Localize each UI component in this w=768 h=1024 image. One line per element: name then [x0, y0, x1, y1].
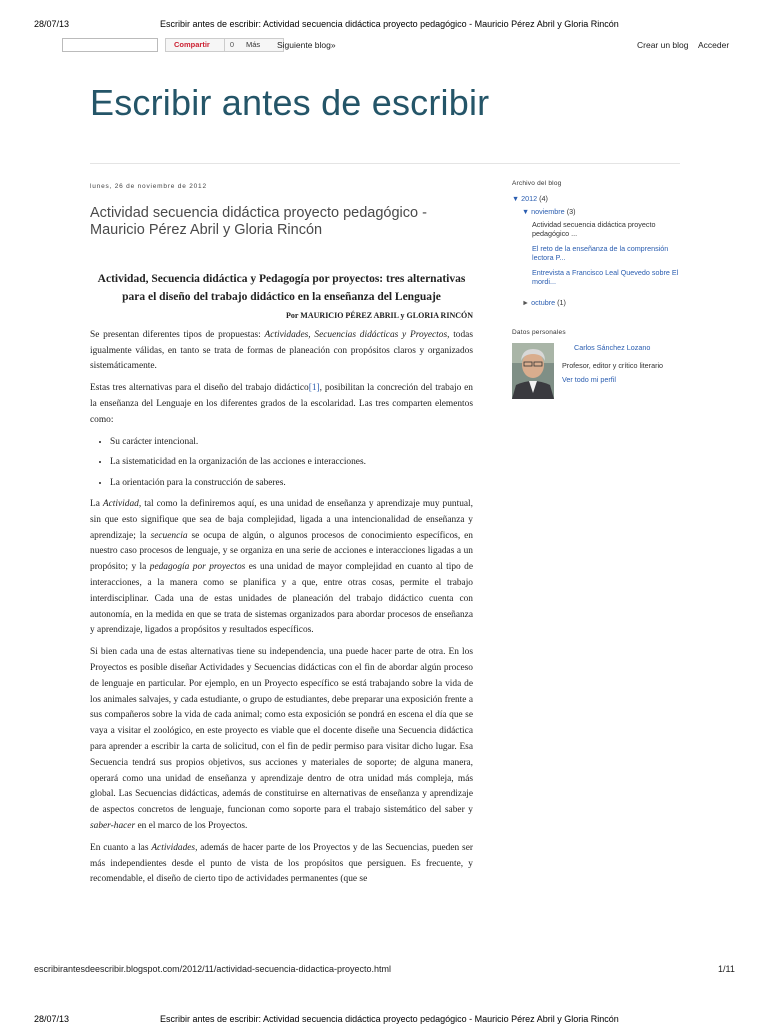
blog-title[interactable]: Escribir antes de escribir: [90, 82, 490, 123]
archive-post-link[interactable]: El reto de la enseñanza de la comprensión lectora P...: [532, 244, 669, 262]
more-button[interactable]: Más: [246, 40, 261, 49]
paragraph-2: Estas tres alternativas para el diseño del trabajo didáctico[1], posibilitan la concreción del trabajo en la enseñanza del Lenguaje en los diferentes grados de la escolaridad. Las tres comparten elementos como:: [90, 383, 473, 425]
archive-month: [522, 207, 687, 216]
footnote-link[interactable]: [1]: [308, 383, 320, 394]
archive-month-link[interactable]: noviembre: [531, 207, 565, 216]
profile-title: Datos personales: [512, 329, 566, 336]
share-count: 0: [224, 39, 239, 51]
post-title[interactable]: Actividad secuencia didáctica proyecto pedagógico - Mauricio Pérez Abril y Gloria Rincón: [90, 205, 427, 238]
share-button[interactable]: Compartir: [174, 40, 210, 49]
archive-post-link[interactable]: Entrevista a Francisco Leal Quevedo sobre El mordi...: [532, 268, 679, 286]
triangle-right-icon[interactable]: ►: [522, 298, 530, 307]
print-date: 28/07/13: [34, 1014, 70, 1024]
page-number: 1/11: [718, 964, 735, 974]
triangle-down-icon[interactable]: ▼: [522, 207, 530, 216]
triangle-down-icon[interactable]: ▼: [512, 194, 520, 203]
blogger-navbar: [62, 38, 742, 54]
list-item: • La orientación para la construcción de saberes.: [110, 476, 473, 492]
profile-link[interactable]: Ver todo mi perfil: [562, 375, 616, 384]
sidebar: [512, 180, 687, 403]
profile-box: [512, 343, 687, 403]
page-url: escribirantesdeescribir.blogspot.com/2012/11/actividad-secuencia-didactica-proyecto.html: [34, 964, 392, 974]
list-item: • La sistematicidad en la organización de las acciones e interacciones.: [110, 455, 473, 471]
archive-title: Archivo del blog: [512, 180, 562, 187]
paragraph-5: En cuanto a las Actividades, además de hacer parte de los Proyectos y de las Secuencias, pueden ser más independientes desde el punto de vista de los propósitos que persiguen. Es frecuente, y recomendable, el diseño de cierto tipo de actividades permanentes (que se: [90, 842, 473, 885]
avatar[interactable]: [512, 343, 554, 399]
archive-month: [522, 298, 687, 307]
print-title: Escribir antes de escribir: Actividad secuencia didáctica proyecto pedagógico - Mauricio Pérez Abril y Gloria Rincón: [160, 1014, 619, 1024]
archive-year-count: (4): [539, 194, 548, 203]
archive-month-link[interactable]: octubre: [531, 298, 556, 307]
header-divider: [90, 163, 680, 164]
archive-month-count: (3): [566, 207, 576, 216]
post-date: lunes, 26 de noviembre de 2012: [90, 183, 207, 190]
archive-year-link[interactable]: 2012: [521, 194, 538, 203]
next-blog-link[interactable]: Siguiente blog»: [277, 40, 336, 50]
post-body: [90, 270, 473, 895]
create-blog-link[interactable]: Crear un blog: [637, 40, 689, 50]
archive-year: [512, 194, 687, 203]
login-link[interactable]: Acceder: [698, 40, 730, 50]
paragraph-4: Si bien cada una de estas alternativas tiene su independencia, una puede hacer parte de otra. En los Proyectos es posible diseñar Actividades y Secuencias didácticas con el fin de abordar algún proceso de lenguaje en particular. Por ejemplo, en un Proyecto específico se está trabajando sobre la vida de los animales salvajes, y cada estudiante, o grupo de estudiantes, debe preparar una exposición frente a sus compañeros sobre la vida de cada animal; como esta exposición se pondrá en escena el día que se vaya a visitar el zoológico, en este proyecto es viable que el docente diseñe una Secuencia didáctica para aprender a escribir la carta de solicitud, con el fin de pedir permiso para visitar dicho lugar. Esa Secuencia tendrá sus propios objetivos, sus acciones y materiales de soporte; de alguna manera, operará como una unidad de enseñanza y aprendizaje dentro de otra unidad más compleja, más global. Las Secuencias didácticas, además de constituirse en alternativas de enseñanza y aprendizaje de aspectos concretos de lenguaje, funcionan como soporte para el trabajo sistemático del saber y saber-hacer en el marco de los Proyectos.: [90, 647, 473, 831]
archive-month-count: (1): [557, 298, 566, 307]
paragraph-1: Se presentan diferentes tipos de propuestas: Actividades, Secuencias didácticas y Proyectos, todas igualmente válidas, en tanto se trata de formas de planeación con propósitos claros y organizados sistemáticamente.: [90, 329, 473, 372]
archive-post-list: [532, 220, 682, 286]
archive-post-link[interactable]: Actividad secuencia didáctica proyecto pedagógico ...: [532, 220, 656, 238]
share-widget: [165, 38, 284, 52]
print-title: Escribir antes de escribir: Actividad secuencia didáctica proyecto pedagógico - Mauricio Pérez Abril y Gloria Rincón: [160, 19, 619, 29]
feature-list: [90, 435, 473, 492]
list-item: • Su carácter intencional.: [110, 435, 473, 451]
profile-description: Profesor, editor y crítico literario: [562, 361, 664, 370]
profile-name[interactable]: Carlos Sánchez Lozano: [574, 343, 651, 352]
paragraph-3: La Actividad, tal como la definiremos aquí, es una unidad de enseñanza y aprendizaje muy puntual, sin que esto signifique que sea de baja complejidad, ligada a una intencionalidad de enseñanza y aprendizaje; la secuencia se ocupa de algún, o algunos procesos de conocimiento específicos, en nuestro caso procesos de lenguaje, y se organiza en una serie de acciones e interacciones ligadas a un propósito; y la pedagogía por proyectos es una unidad de mayor complejidad en cuanto al tipo de interacciones, a la manera como se planifica y a que, entre otras cosas, permite el trabajo interdisciplinar. Cada una de estas unidades de planeación del trabajo didáctico cuenta con autonomía, en la medida en que se trata de sistemas organizados para abordar procesos de enseñanza y aprendizaje, ligados a propósitos y resultados específicos.: [90, 498, 473, 636]
article-author: Por MAURICIO PÉREZ ABRIL y GLORIA RINCÓN: [286, 311, 473, 320]
print-date: 28/07/13: [34, 19, 70, 29]
article-heading: Actividad, Secuencia didáctica y Pedagogía por proyectos: tres alternativas para el diseño del trabajo didáctico en la enseñanza del Lenguaje: [97, 273, 466, 303]
search-input[interactable]: [62, 38, 158, 52]
